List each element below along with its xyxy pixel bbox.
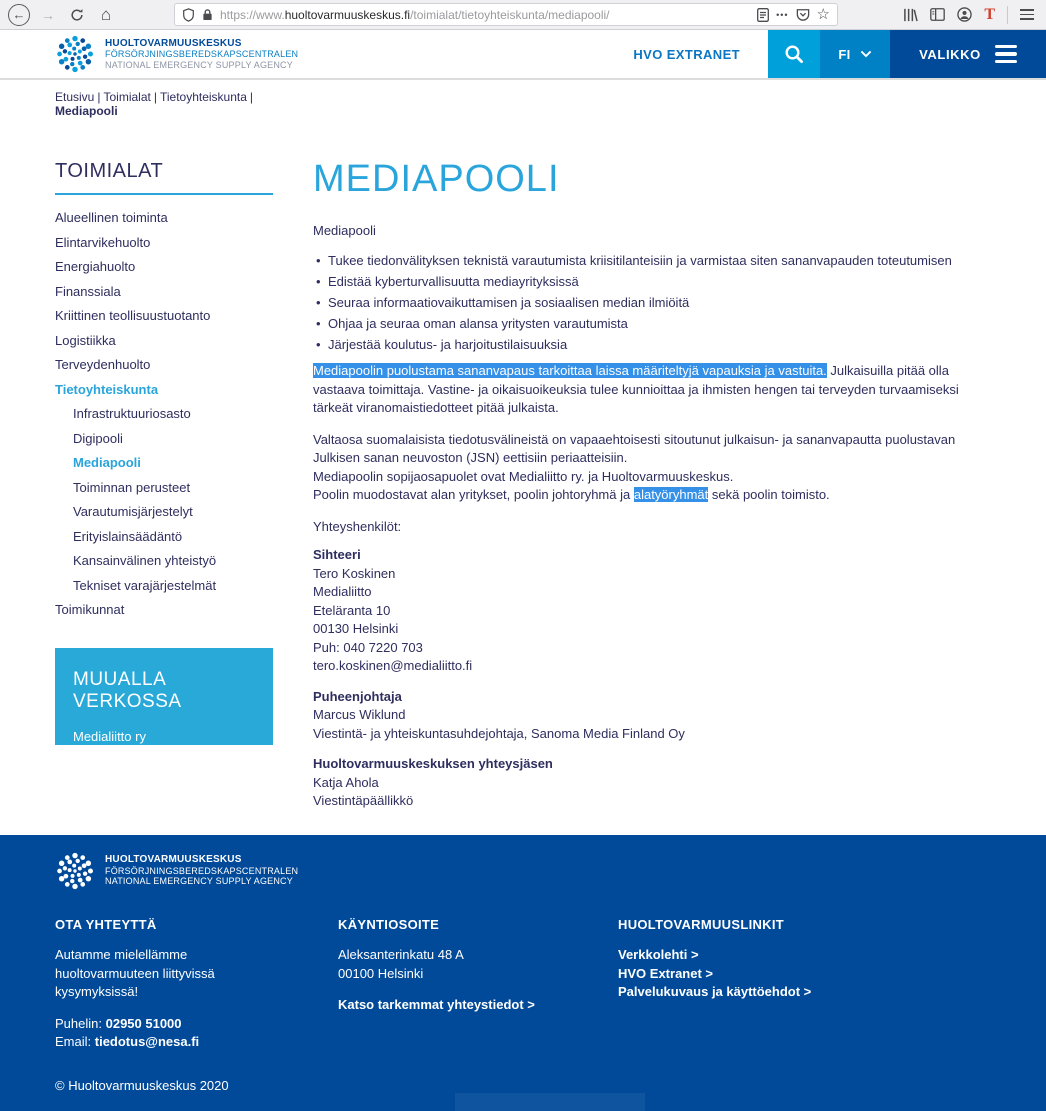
sidebar-item[interactable]: Kriittinen teollisuustuotanto bbox=[55, 308, 211, 323]
url-text[interactable]: https://www.huoltovarmuuskeskus.fi/toimialat/tietoyhteiskunta/mediapooli/ bbox=[220, 7, 610, 22]
contact-line: Tero Koskinen bbox=[313, 565, 396, 581]
contact-block bbox=[313, 546, 993, 676]
contact-line: 00130 Helsinki bbox=[313, 621, 399, 636]
sidebar-item[interactable]: Tekniset varajärjestelmät bbox=[73, 577, 217, 593]
contact-line: Medialiitto bbox=[313, 584, 372, 599]
footer-email: Email: tiedotus@nesa.fi bbox=[55, 1034, 200, 1049]
sidebar-item[interactable]: Finanssiala bbox=[55, 283, 121, 299]
sidebar-item[interactable]: Energiahuolto bbox=[55, 259, 136, 274]
sidebar bbox=[55, 160, 273, 823]
breadcrumb-current: Mediapooli bbox=[55, 104, 118, 118]
footer-address-column bbox=[338, 917, 618, 1052]
contact-block bbox=[313, 755, 993, 811]
page-actions-icon[interactable]: ••• bbox=[776, 9, 789, 20]
sidebar-item[interactable]: Terveydenhuolto bbox=[55, 357, 151, 372]
footer-phone: Puhelin: 02950 51000 bbox=[55, 1015, 182, 1031]
contact-title: Puheenjohtaja bbox=[313, 688, 402, 704]
elsewhere-box-title: MUUALLA VERKOSSA bbox=[73, 669, 182, 712]
contact-title: Huoltovarmuuskeskuksen yhteysjäsen bbox=[313, 756, 553, 771]
footer-logo-globe-icon bbox=[55, 851, 95, 891]
sidebar-item[interactable]: Kansainvälinen yhteistyö bbox=[73, 553, 217, 568]
search-button[interactable] bbox=[768, 30, 820, 78]
language-selector[interactable]: FI bbox=[820, 30, 890, 78]
footer-heading-contact: OTA YHTEYTTÄ bbox=[55, 917, 157, 932]
paragraph-2: Valtaosa suomalaisista tiedotusvälineistä on vapaaehtoisesti sitoutunut julkaisun- ja sananvapautta puolustavan Julkisen sanan neuvoston (JSN) eettisiin periaatteisiin. Mediapoolin sopijaosapuolet ovat Medialiitto ry. ja Huoltovarmuuskeskus. Poolin muodostavat alan yritykset, poolin johtoryhmä ja alatyöryhmät sekä poolin toimisto. bbox=[313, 431, 956, 502]
valikko-menu-button[interactable]: VALIKKO bbox=[890, 30, 1046, 78]
footer-address-line1: Aleksanterinkatu 48 A bbox=[338, 947, 464, 962]
account-icon[interactable] bbox=[957, 7, 972, 22]
page-title: MEDIAPOOLI bbox=[313, 158, 560, 200]
browser-menu-icon[interactable] bbox=[1020, 9, 1034, 20]
contact-line: Puh: 040 7220 703 bbox=[313, 639, 423, 655]
site-header bbox=[0, 30, 1046, 80]
sidebar-title: TOIMIALAT bbox=[55, 160, 273, 195]
contact-line: Viestintä- ja yhteiskuntasuhdejohtaja, Sanoma Media Finland Oy bbox=[313, 725, 685, 741]
hvo-extranet-link[interactable]: HVO EXTRANET bbox=[633, 46, 740, 62]
breadcrumb-link[interactable]: Tietoyhteiskunta bbox=[159, 90, 247, 104]
sidebar-item[interactable]: Logistiikka bbox=[55, 332, 116, 348]
footer-link[interactable]: Palvelukuvaus ja käyttöehdot > bbox=[618, 984, 812, 999]
extension-t-icon[interactable]: T bbox=[984, 5, 995, 23]
forward-button[interactable]: → bbox=[41, 6, 55, 23]
elsewhere-box bbox=[55, 648, 273, 745]
contact-block bbox=[313, 688, 993, 744]
sidebar-item[interactable]: Elintarvikehuolto bbox=[55, 234, 151, 250]
breadcrumb-link[interactable]: Toimialat bbox=[103, 90, 151, 104]
sidebar-item[interactable]: Erityislainsäädäntö bbox=[73, 528, 183, 544]
url-bar[interactable] bbox=[174, 3, 838, 26]
footer-link[interactable]: HVO Extranet > bbox=[618, 965, 714, 981]
reader-mode-icon[interactable] bbox=[757, 8, 769, 22]
sidebar-item[interactable]: Alueellinen toiminta bbox=[55, 210, 168, 225]
contact-line: Marcus Wiklund bbox=[313, 707, 406, 722]
selected-text: Mediapoolin puolustama sananvapaus tarkoittaa laissa määriteltyjä vapauksia ja vastuita. bbox=[313, 363, 827, 378]
contacts-label: Yhteyshenkilöt: bbox=[313, 518, 402, 534]
contact-line: Katja Ahola bbox=[313, 774, 379, 790]
footer-contact-message: Autamme mielellämme huoltovarmuuteen liittyvissä kysymyksissä! bbox=[55, 947, 215, 999]
logo-globe-icon bbox=[55, 34, 95, 74]
copyright: © Huoltovarmuuskeskus 2020 bbox=[55, 1078, 229, 1093]
footer-links-column bbox=[618, 917, 958, 1052]
logo-text: HUOLTOVARMUUSKESKUS FÖRSÖRJNINGSBEREDSKAPSCENTRALEN NATIONAL EMERGENCY SUPPLY AGENCY bbox=[105, 37, 299, 70]
footer-email-link[interactable]: tiedotus@nesa.fi bbox=[94, 1034, 200, 1049]
home-button[interactable]: ⌂ bbox=[100, 4, 112, 24]
site-logo[interactable] bbox=[55, 30, 298, 78]
chevron-down-icon bbox=[860, 50, 872, 58]
sidebar-item[interactable]: Mediapooli bbox=[73, 455, 141, 470]
footer-logo-text: HUOLTOVARMUUSKESKUS FÖRSÖRJNINGSBEREDSKAPSCENTRALEN NATIONAL EMERGENCY SUPPLY AGENCY bbox=[105, 854, 299, 887]
sidebar-item[interactable]: Toiminnan perusteet bbox=[73, 479, 191, 495]
sidebar-item[interactable]: Digipooli bbox=[73, 430, 123, 446]
footer bbox=[0, 835, 1046, 1111]
pocket-icon[interactable] bbox=[796, 8, 810, 21]
sidebar-item[interactable]: Infrastruktuuriosasto bbox=[73, 406, 191, 421]
search-icon bbox=[783, 43, 805, 65]
breadcrumb-link[interactable]: Etusivu bbox=[55, 90, 95, 104]
footer-address-line2: 00100 Helsinki bbox=[338, 965, 424, 981]
contacts bbox=[313, 546, 993, 811]
contact-title: Sihteeri bbox=[313, 547, 361, 562]
bookmark-star-icon[interactable]: ☆ bbox=[816, 6, 830, 23]
footer-contact-details-link[interactable]: Katso tarkemmat yhteystiedot > bbox=[338, 997, 535, 1012]
bottom-bar-widget[interactable] bbox=[455, 1093, 645, 1111]
bullet-item: • Tukee tiedonvälityksen teknistä varautumista kriisitilanteisiin ja varmistaa siten sananvapauden toteutumisen bbox=[313, 252, 993, 271]
contact-line: Viestintäpäällikkö bbox=[313, 793, 414, 808]
bullet-item: • Järjestää koulutus- ja harjoitustilaisuuksia bbox=[313, 336, 993, 355]
contact-line: Eteläranta 10 bbox=[313, 602, 391, 618]
medialiitto-link[interactable]: Medialiitto ry bbox=[73, 729, 146, 744]
menu-hamburger-icon bbox=[995, 45, 1017, 63]
breadcrumb: Etusivu | Toimialat | Tietoyhteiskunta | Mediapooli bbox=[55, 90, 315, 118]
footer-contact-column bbox=[55, 917, 338, 1052]
toolbar-separator bbox=[1007, 6, 1008, 24]
selected-link-text: alatyöryhmät bbox=[633, 487, 709, 502]
lock-icon[interactable] bbox=[202, 8, 213, 21]
back-button[interactable]: ← bbox=[8, 4, 30, 26]
sidebar-nav bbox=[55, 211, 273, 616]
reload-button[interactable] bbox=[66, 4, 88, 26]
intro-text: Mediapooli bbox=[313, 223, 376, 238]
reload-icon bbox=[70, 8, 84, 22]
bullet-item: • Seuraa informaatiovaikuttamisen ja sosiaalisen median ilmiöitä bbox=[313, 294, 993, 313]
sidebar-item[interactable]: Tietoyhteiskunta bbox=[55, 381, 159, 397]
footer-links bbox=[618, 946, 958, 1002]
paragraph-1: Mediapoolin puolustama sananvapaus tarkoittaa laissa määriteltyjä vapauksia ja vastuita. Julkaisuilla pitää olla vastaava toimittaja. Vastine- ja oikaisuoikeuksia tulee kunnioittaa ja ihmisten hengen tai terveyden turvaamiseksi tärkeät viranomaistiedotteet pitää julkaista. bbox=[313, 363, 959, 415]
bullet-item: • Edistää kyberturvallisuutta mediayrityksissä bbox=[313, 273, 993, 292]
sidebar-item[interactable]: Toimikunnat bbox=[55, 602, 125, 617]
bullet-item: • Ohjaa ja seuraa oman alansa yritysten varautumista bbox=[313, 315, 993, 334]
footer-heading-address: KÄYNTIOSOITE bbox=[338, 917, 440, 932]
footer-link[interactable]: Verkkolehti > bbox=[618, 947, 699, 962]
browser-toolbar bbox=[0, 0, 1046, 30]
shield-icon[interactable] bbox=[182, 8, 195, 22]
main-content bbox=[313, 160, 993, 823]
library-icon[interactable] bbox=[903, 8, 918, 22]
footer-heading-links: HUOLTOVARMUUSLINKIT bbox=[618, 917, 785, 932]
bullet-list bbox=[313, 252, 993, 355]
contact-line: tero.koskinen@medialiitto.fi bbox=[313, 658, 473, 673]
sidebar-item[interactable]: Varautumisjärjestelyt bbox=[73, 504, 193, 519]
footer-logo bbox=[55, 851, 1046, 891]
sidebar-toggle-icon[interactable] bbox=[930, 8, 945, 21]
